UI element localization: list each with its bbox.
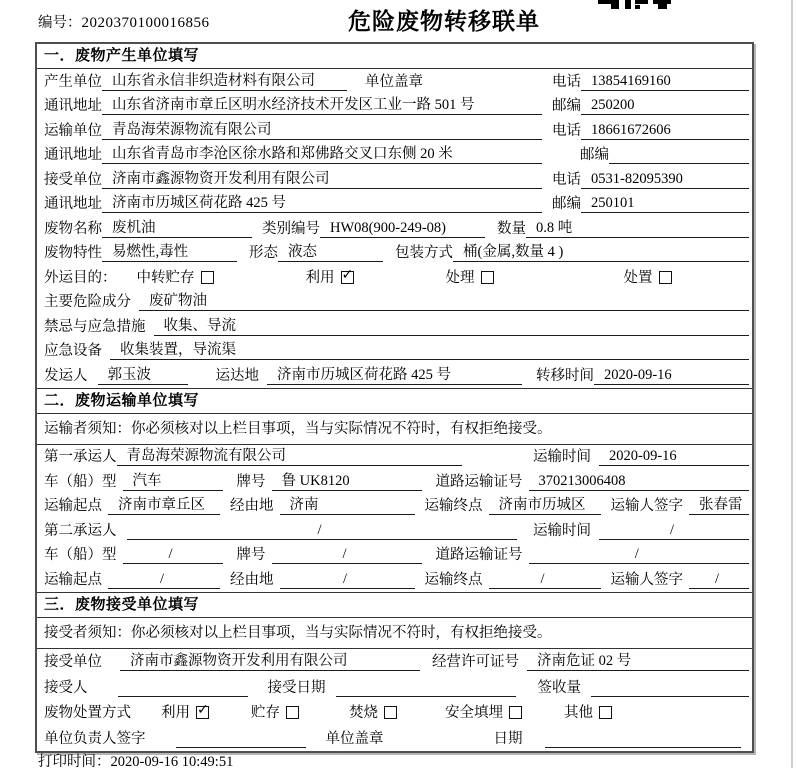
option-disposal-incinerate bbox=[349, 701, 397, 722]
unit-seal3-label: 单位盖章 bbox=[325, 730, 384, 747]
serial-label: 编号： bbox=[38, 15, 82, 31]
acceptor-row bbox=[37, 674, 752, 700]
unit-seal-label: 单位盖章 bbox=[365, 73, 423, 90]
zip3-value: 250101 bbox=[581, 194, 749, 213]
origin2-label: 运输起点 bbox=[44, 571, 102, 588]
hazardous-waste-transfer-form bbox=[35, 42, 754, 753]
carrier1-label: 第一承运人 bbox=[44, 449, 117, 465]
end1-value: 济南市历城区 bbox=[489, 496, 601, 515]
destination-label: 运达地 bbox=[215, 367, 259, 384]
serial-value: 2020370100016856 bbox=[81, 15, 210, 31]
measures-value: 收集、导流 bbox=[154, 317, 750, 336]
vehicle2-value: / bbox=[123, 545, 223, 564]
end2-value: / bbox=[489, 570, 601, 589]
quantity-value: 0.8 吨 bbox=[526, 219, 749, 238]
receiver3-value: 济南市鑫源物资开发利用有限公司 bbox=[120, 652, 420, 671]
vehicle1-row bbox=[37, 469, 752, 494]
chief-signature-row bbox=[37, 725, 752, 751]
checkbox-icon bbox=[481, 271, 494, 284]
route2-row bbox=[37, 567, 752, 592]
permit-value: 济南危证 02 号 bbox=[527, 652, 749, 671]
addr1-value: 山东省济南市章丘区明水经济技术开发区工业一路 501 号 bbox=[102, 96, 542, 115]
checkbox-label: 利用 bbox=[305, 269, 335, 286]
time2-value: / bbox=[599, 521, 749, 540]
zip2-value bbox=[609, 145, 749, 164]
category-value: HW08(900-249-08) bbox=[320, 219, 485, 238]
sign2-label: 运输人签字 bbox=[610, 571, 683, 588]
time1-value: 2020-09-16 bbox=[599, 447, 749, 466]
equipment-value: 收集装置，导流渠 bbox=[110, 341, 749, 360]
category-label: 类别编号 bbox=[262, 220, 320, 237]
origin1-value: 济南市章丘区 bbox=[108, 496, 220, 515]
emergency-equipment-row bbox=[37, 339, 752, 364]
checkbox-label: 贮存 bbox=[251, 705, 280, 721]
purpose-label: 外运目的： bbox=[44, 269, 117, 286]
plate1-label: 牌号 bbox=[236, 473, 266, 490]
destination-value: 济南市历城区荷花路 425 号 bbox=[267, 366, 522, 385]
receiver3-label: 接受单位 bbox=[44, 654, 102, 670]
vehicle1-value: 汽车 bbox=[123, 472, 223, 491]
carrier1-value: 青岛海荣源物流有限公司 bbox=[117, 447, 462, 466]
receive-date-label: 接受日期 bbox=[267, 679, 326, 696]
packing-value: 桶(金属,数量 4 ) bbox=[453, 243, 749, 262]
addr3-value: 济南市历城区荷花路 425 号 bbox=[102, 194, 542, 213]
time1-label: 运输时间 bbox=[533, 449, 591, 465]
second-carrier-row bbox=[37, 518, 752, 543]
carrier2-value: / bbox=[127, 521, 517, 540]
zip2-label: 邮编 bbox=[580, 147, 609, 163]
plate1-value: 鲁 UK8120 bbox=[272, 472, 422, 491]
checkbox-icon bbox=[659, 271, 672, 284]
phone3-value: 0531-82095390 bbox=[581, 170, 749, 189]
zip1-label: 邮编 bbox=[552, 98, 581, 114]
waste-name-label: 废物名称 bbox=[44, 220, 102, 237]
phone1-label: 电话 bbox=[552, 73, 581, 90]
zip3-label: 邮编 bbox=[552, 196, 581, 212]
checkbox-label: 其他 bbox=[564, 705, 593, 721]
print-time-label: 打印时间： bbox=[38, 754, 111, 770]
option-disposal-other bbox=[564, 701, 612, 722]
transfer-time-value: 2020-09-16 bbox=[594, 366, 749, 385]
transporter-notice: 运输者须知：你必须核对以上栏目事项，当与实际情况不符时，有权拒绝接受。 bbox=[37, 414, 752, 445]
producer-address-row bbox=[37, 94, 752, 119]
origin1-label: 运输起点 bbox=[44, 498, 102, 514]
trait-label: 废物特性 bbox=[44, 245, 102, 261]
checkbox-label: 处理 bbox=[445, 269, 475, 286]
receive-date-value bbox=[336, 678, 516, 697]
sign2-value: / bbox=[689, 570, 749, 589]
carrier-value: 青岛海荣源物流有限公司 bbox=[102, 121, 542, 140]
checkbox-icon bbox=[599, 706, 612, 719]
checkbox-icon bbox=[201, 271, 214, 284]
carrier2-label: 第二承运人 bbox=[44, 522, 117, 539]
carrier-label: 运输单位 bbox=[44, 122, 102, 139]
waste-name-row bbox=[37, 216, 752, 241]
phone2-value: 18661672606 bbox=[581, 121, 749, 140]
phone3-label: 电话 bbox=[552, 171, 581, 188]
checkbox-label: 中转贮存 bbox=[136, 269, 195, 286]
phone1-value: 13854169160 bbox=[581, 72, 749, 91]
plate2-label: 牌号 bbox=[236, 547, 266, 563]
addr1-label: 通讯地址 bbox=[44, 98, 102, 114]
trait-value: 易燃性,毒性 bbox=[102, 243, 237, 262]
waste-name-value: 废机油 bbox=[102, 219, 252, 238]
license2-value: / bbox=[529, 545, 750, 564]
receiver-label: 接受单位 bbox=[44, 171, 102, 188]
vehicle2-row bbox=[37, 543, 752, 568]
accepting-unit-row bbox=[37, 649, 752, 675]
option-disposal-storage bbox=[251, 701, 299, 722]
form-value: 液态 bbox=[278, 243, 383, 262]
date-value bbox=[545, 729, 742, 748]
route1-row bbox=[37, 494, 752, 519]
first-carrier-row bbox=[37, 445, 752, 470]
option-disposal-landfill bbox=[445, 701, 522, 722]
receiver-unit-row bbox=[37, 167, 752, 192]
origin2-value: / bbox=[108, 570, 220, 589]
section1-header: 一．废物产生单位填写 bbox=[37, 44, 752, 69]
acceptor-value bbox=[118, 678, 248, 697]
option-utilize bbox=[306, 266, 354, 287]
equipment-label: 应急设备 bbox=[44, 343, 102, 359]
measures-label: 禁忌与应急措施 bbox=[44, 318, 146, 335]
via2-value: / bbox=[280, 570, 415, 589]
packing-label: 包装方式 bbox=[395, 245, 453, 261]
shipper-row bbox=[37, 363, 752, 388]
time2-label: 运输时间 bbox=[533, 522, 591, 539]
chief-sign-label: 单位负责人签字 bbox=[44, 730, 146, 747]
receiver-value: 济南市鑫源物资开发利用有限公司 bbox=[102, 170, 542, 189]
transport-address-row bbox=[37, 143, 752, 168]
section2-header: 二．废物运输单位填写 bbox=[37, 388, 752, 414]
via1-label: 经由地 bbox=[230, 498, 274, 514]
end1-label: 运输终点 bbox=[424, 498, 483, 514]
receiver-notice: 接受者须知：你必须核对以上栏目事项，当与实际情况不符时，有权拒绝接受。 bbox=[37, 618, 752, 649]
receiver-address-row bbox=[37, 192, 752, 217]
acceptor-label: 接受人 bbox=[44, 679, 88, 696]
checkbox-label: 焚烧 bbox=[349, 705, 378, 721]
shipper-label: 发运人 bbox=[44, 367, 88, 384]
checkbox-icon bbox=[341, 271, 354, 284]
transfer-time-label: 转移时间 bbox=[536, 367, 594, 384]
license2-label: 道路运输证号 bbox=[435, 547, 523, 563]
vehicle2-label: 车（船）型 bbox=[44, 547, 117, 563]
page-title: 危险废物转移联单 bbox=[348, 8, 540, 34]
plate2-value: / bbox=[272, 545, 422, 564]
print-time-value: 2020-09-16 10:49:51 bbox=[110, 754, 234, 770]
checkbox-icon bbox=[384, 706, 397, 719]
permit-label: 经营许可证号 bbox=[432, 654, 519, 670]
transport-unit-row bbox=[37, 118, 752, 143]
addr2-label: 通讯地址 bbox=[44, 147, 102, 163]
quantity-label: 数量 bbox=[497, 220, 526, 237]
option-treat bbox=[446, 266, 494, 287]
qr-code-partial-icon bbox=[598, 0, 674, 11]
form-label: 形态 bbox=[249, 245, 278, 261]
option-disposal-utilize bbox=[161, 701, 209, 722]
disposal-method-row bbox=[37, 700, 752, 726]
chief-sign-value bbox=[176, 729, 306, 748]
waste-trait-row bbox=[37, 241, 752, 266]
addr3-label: 通讯地址 bbox=[44, 196, 102, 212]
phone2-label: 电话 bbox=[552, 122, 581, 139]
checkbox-icon bbox=[509, 706, 522, 719]
producer-label: 产生单位 bbox=[44, 73, 102, 90]
via1-value: 济南 bbox=[280, 496, 415, 515]
vehicle1-label: 车（船）型 bbox=[44, 473, 117, 490]
producer-value: 山东省永信非织造材料有限公司 bbox=[102, 72, 347, 91]
addr2-value: 山东省青岛市李沧区徐水路和郑佛路交叉口东侧 20 米 bbox=[102, 145, 542, 164]
signed-qty-label: 签收量 bbox=[537, 679, 581, 696]
license1-value: 370213006408 bbox=[529, 472, 750, 491]
via2-label: 经由地 bbox=[230, 571, 274, 588]
producer-row bbox=[37, 69, 752, 94]
checkbox-icon bbox=[286, 706, 299, 719]
checkbox-label: 利用 bbox=[161, 705, 190, 721]
disposal-label: 废物处置方式 bbox=[44, 705, 131, 721]
zip1-value: 250200 bbox=[581, 96, 749, 115]
section3-header: 三．废物接受单位填写 bbox=[37, 592, 752, 618]
shipper-value: 郭玉波 bbox=[98, 366, 188, 385]
end2-label: 运输终点 bbox=[424, 571, 483, 588]
option-dispose bbox=[624, 266, 672, 287]
emergency-measures-row bbox=[37, 314, 752, 339]
sign1-value: 张春雷 bbox=[689, 496, 749, 515]
date-label: 日期 bbox=[493, 730, 523, 747]
option-transit-storage bbox=[137, 266, 214, 287]
checkbox-icon bbox=[196, 706, 209, 719]
checkbox-label: 处置 bbox=[623, 269, 653, 286]
hazard-component-row bbox=[37, 290, 752, 315]
page-right-edge bbox=[791, 0, 793, 768]
hazard-label: 主要危险成分 bbox=[44, 294, 131, 310]
transfer-purpose-row bbox=[37, 265, 752, 290]
sign1-label: 运输人签字 bbox=[610, 498, 683, 514]
hazard-value: 废矿物油 bbox=[139, 292, 749, 311]
signed-qty-value bbox=[591, 678, 749, 697]
checkbox-label: 安全填埋 bbox=[445, 705, 503, 721]
license1-label: 道路运输证号 bbox=[435, 473, 523, 490]
